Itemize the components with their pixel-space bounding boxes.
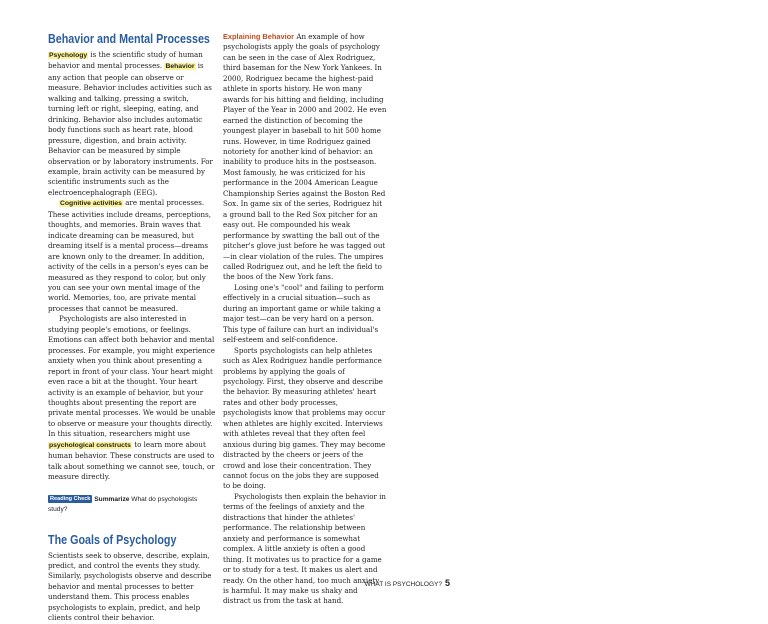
paragraph-losing-cool: Losing one's "cool" and failing to perform effectively in a crucial situation—such as during an important game or while taking a major test—can be very hard on a person. This type of failure can hurt an individual's self-esteem and self-confidence.	[223, 282, 384, 345]
paragraph-explaining-behavior: Explaining Behavior An example of how psychologists apply the goals of psychology can be seen in the case of Alex Rodriguez, third baseman for the New York Yankees. In 2000, Rodriguez became the highest-paid athlete in sports history. He won many awards for his hitting and fielding, including Player of the Year in 2000 and 2002. He even earned the distinction of becoming the youngest player in baseball to hit 500 home runs. However, in time Rodriguez gained notoriety for another kind of behavior: an inability to produce hits in the postseason. Most famously, he was criticized for his performance in the 2004 American League Championship Series against the Boston Red Sox. In game six of the series, Rodriguez hit a ground ball to the Red Sox pitcher for an easy out. He compounded his weak performance by swatting the ball out of the pitcher's glove just before he was tagged out—in clear violation of the rules. The umpires called Rodriguez out, and he left the field to the boos of the New York fans.	[223, 32, 387, 282]
paragraph-goals: Scientists seek to observe, describe, explain, predict, and control the events they study. Similarly, psychologists observe and describe behavior and mental processes to better understand them. This process enables psychologists to explain, predict, and help clients control their behavior.	[48, 550, 212, 623]
reading-check-badge: Reading Check	[50, 495, 91, 502]
key-term-behavior: Behavior	[165, 63, 195, 71]
reading-check	[48, 495, 216, 515]
left-column	[48, 32, 216, 624]
paragraph-sports-psychologists: Sports psychologists can help athletes such as Alex Rodriguez handle performance problems by applying the goals of psychology. First, they observe and describe the behavior. By measuring athletes' heart rates and other body processes, psychologists know that problems may occur when athletes are highly excited. Interviews with athletes reveal that they often feel anxious during big games. They may become distracted by the cheers or jeers of the crowd and lose their concentration. They cannot focus on the jobs they are supposed to be doing.	[223, 345, 386, 491]
right-column	[223, 32, 387, 607]
section-heading-behavior: Behavior and Mental Processes	[48, 32, 210, 46]
subhead-explaining-behavior: Explaining Behavior	[223, 32, 295, 41]
reading-check-question: What do psychologists study?	[48, 495, 198, 513]
key-term-psychology: Psychology	[49, 52, 88, 59]
key-term-cognitive-activities: Cognitive activities	[60, 200, 122, 208]
key-term-psychological-constructs: psychological constructs	[49, 441, 131, 449]
page-number: 5	[444, 578, 450, 588]
running-head: WHAT IS PSYCHOLOGY?	[364, 581, 442, 588]
paragraph-psychology-definition: Psychology is the scientific study of human behavior and mental processes. Behavior is any action that people can observe or measure. Behavior includes activities such as walking and talking, pressing a switch, turning left or right, sleeping, eating, and drinking. Behavior also includes automatic body functions such as heart rate, blood pressure, digestion, and brain activity. Behavior can be measured by simple observation or by laboratory instruments. For example, brain activity can be measured by scientific instruments such as the electroencephalograph (EEG).	[48, 50, 213, 197]
paragraph-explain-anxiety: Psychologists then explain the behavior in terms of the feelings of anxiety and the distractions that hinder the athletes' performance. The relationship between anxiety and performance is somewhat complex. A little anxiety is often a good thing. It motivates us to practice for a game or to study for a test. It makes us alert and ready. On the other hand, too much anxiety is harmful. It may make us shaky and distract us from the task at hand.	[223, 491, 386, 606]
reading-check-label: Summarize	[94, 495, 130, 503]
paragraph-emotions: Psychologists are also interested in studying people's emotions, or feelings. Emotions can affect both behavior and mental processes. For example, you might experience anxiety when you think about presenting a report in front of your class. Your heart might even race a bit at the thought. Your heart activity is an example of behavior, but your thoughts about presenting the report are private mental processes. We would be unable to observe or measure your thoughts directly. In this situation, researchers might use psychological constructs to learn more about human behavior. These constructs are used to talk about something we cannot see, touch, or measure directly.	[48, 314, 216, 482]
paragraph-cognitive-activities: Cognitive activities are mental processes. These activities include dreams, perceptions, thoughts, and memories. Brain waves that indicate dreaming can be measured, but dreaming itself is a mental process—dreams are known only to the dreamer. In addition, activity of the cells in a person's eyes can be measured as they respond to color, but only you can see your own mental image of the world. Memories, too, are private mental processes that cannot be measured.	[48, 198, 211, 313]
page-footer	[350, 578, 450, 588]
section-heading-goals: The Goals of Psychology	[48, 532, 177, 547]
